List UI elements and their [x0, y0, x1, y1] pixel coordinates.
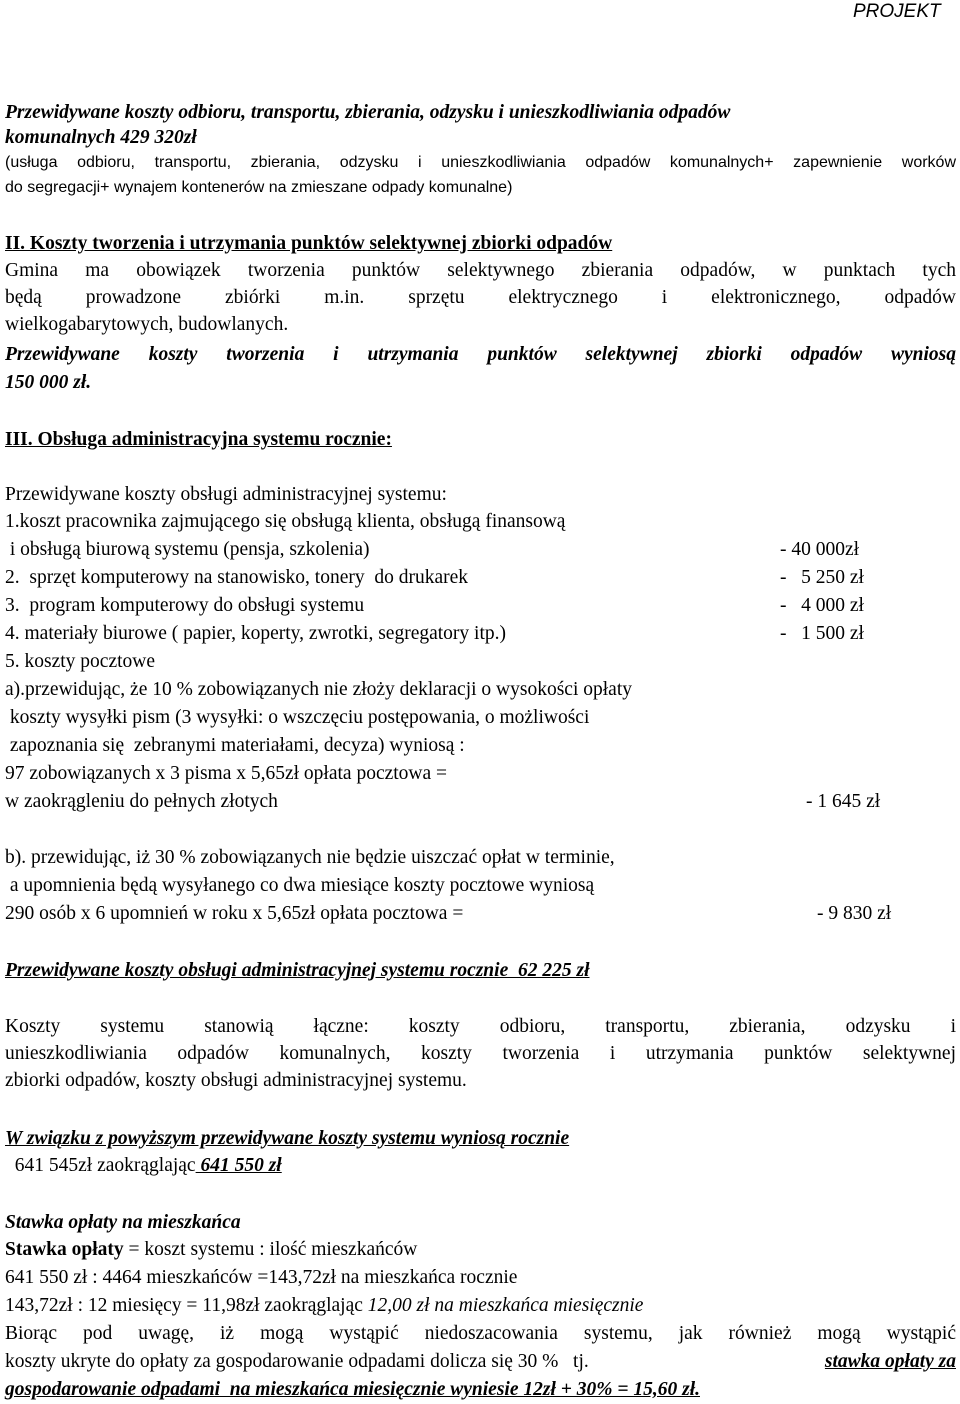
section2-body-line2: będą prowadzone zbiórki m.in. sprzętu elektrycznego i elektronicznego, odpadów — [5, 287, 956, 308]
rate-calc2-plain: 143,72zł : 12 miesięcy = 11,98zł zaokrąglając — [5, 1295, 368, 1316]
rate-para-line2 — [5, 1350, 956, 1374]
item3-amount: - 4 000 zł — [780, 595, 864, 616]
item1-amount: - 40 000zł — [780, 539, 860, 560]
section3-intro: Przewidywane koszty obsługi administracyjnej systemu: — [5, 484, 447, 505]
rate-calc2 — [5, 1294, 643, 1318]
total-para-line3: zbiorki odpadów, koszty obsługi administracyjnej systemu. — [5, 1070, 467, 1091]
item2: 2. sprzęt komputerowy na stanowisko, tonery do drukarek — [5, 567, 469, 588]
section2-heading: II. Koszty tworzenia i utrzymania punktów selektywnej zbiorki odpadów — [5, 233, 613, 254]
rate-final-line: gospodarowanie odpadami na mieszkańca miesięcznie wyniesie 12zł + 30% = 15,60 zł. — [5, 1379, 700, 1400]
total-value-rounded: 641 550 zł — [195, 1155, 282, 1176]
item5: 5. koszty pocztowe — [5, 651, 156, 672]
item5b-line2: a upomnienia będą wysyłanego co dwa miesiące koszty pocztowe wyniosą — [5, 875, 595, 896]
section2-body-line3: wielkogabarytowych, budowlanych. — [5, 314, 289, 335]
item3: 3. program komputerowy do obsługi systemu — [5, 595, 365, 616]
section1-title-line1: Przewidywane koszty odbioru, transportu, zbierania, odzysku i unieszkodliwiania odpadów — [5, 102, 731, 123]
total-value-plain: 641 545zł zaokrąglając — [5, 1155, 196, 1176]
rate-calc2-italic: 12,00 zł na mieszkańca miesięcznie — [367, 1295, 644, 1316]
section3-heading: III. Obsługa administracyjna systemu rocznie: — [5, 429, 392, 450]
rate-formula-rest: = koszt systemu : ilość mieszkańców — [123, 1239, 418, 1260]
section2-summary-line1: Przewidywane koszty tworzenia i utrzymania punktów selektywnej zbiorki odpadów wyniosą — [5, 344, 956, 365]
item5a-line4: 97 zobowiązanych x 3 pisma x 5,65zł opłata pocztowa = — [5, 763, 448, 784]
item2-amount: - 5 250 zł — [780, 567, 864, 588]
item1-line1: 1.koszt pracownika zajmującego się obsługą klienta, obsługą finansową — [5, 511, 566, 532]
total-para-line2: unieszkodliwiania odpadów komunalnych, koszty tworzenia i utrzymania punktów selektywnej — [5, 1043, 956, 1064]
rate-calc1: 641 550 zł : 4464 mieszkańców =143,72zł na mieszkańca rocznie — [5, 1267, 518, 1288]
item5a-amount: - 1 645 zł — [806, 791, 881, 812]
section1-note-line2: do segregacji+ wynajem kontenerów na zmieszane odpady komunalne) — [5, 179, 513, 196]
item5a-line1: a).przewidując, że 10 % zobowiązanych nie złoży deklaracji o wysokości opłaty — [5, 679, 632, 700]
rate-para-line2-plain: koszty ukryte do opłaty za gospodarowanie odpadami dolicza się 30 % tj. — [5, 1351, 594, 1372]
item5a-line3: zapoznania się zebranymi materiałami, decyza) wyniosą : — [5, 735, 465, 756]
rate-heading: Stawka opłaty na mieszkańca — [5, 1212, 241, 1233]
total-para-line1: Koszty systemu stanowią łączne: koszty odbioru, transportu, zbierania, odzysku i — [5, 1016, 956, 1037]
total-heading: W związku z powyższym przewidywane koszty systemu wyniosą rocznie — [5, 1128, 570, 1149]
section1-title-line2: komunalnych 429 320zł — [5, 127, 197, 148]
rate-formula-label: Stawka opłaty — [5, 1239, 124, 1260]
section1-note-line1: (usługa odbioru, transportu, zbierania, odzysku i unieszkodliwiania odpadów komunalnych+ zapewnienie worków — [5, 154, 956, 171]
item5a-line2: koszty wysyłki pism (3 wysyłki: o wszczęciu postępowania, o możliwości — [5, 707, 590, 728]
total-value-line — [5, 1154, 282, 1178]
rate-para-line1: Biorąc pod uwagę, iż mogą wystąpić niedoszacowania systemu, jak również mogą wystąpić — [5, 1323, 956, 1344]
item5b-line1: b). przewidując, iż 30 % zobowiązanych nie będzie uiszczać opłat w terminie, — [5, 847, 615, 868]
item1-line2: i obsługą biurową systemu (pensja, szkolenia) — [5, 539, 370, 560]
rate-formula — [5, 1238, 417, 1262]
item5b-line3: 290 osób x 6 upomnień w roku x 5,65zł opłata pocztowa = — [5, 903, 464, 924]
section2-body-line1: Gmina ma obowiązek tworzenia punktów selektywnego zbierania odpadów, w punktach tych — [5, 260, 956, 281]
projekt-label: PROJEKT — [853, 1, 941, 22]
item5b-amount: - 9 830 zł — [817, 903, 892, 924]
section3-summary: Przewidywane koszty obsługi administracyjnej systemu rocznie 62 225 zł — [5, 960, 590, 981]
item5a-line5: w zaokrągleniu do pełnych złotych — [5, 791, 278, 812]
rate-para-line2-bold: stawka opłaty za — [824, 1351, 956, 1372]
item4-amount: - 1 500 zł — [780, 623, 864, 644]
section2-summary-line2: 150 000 zł. — [5, 372, 92, 393]
item4: 4. materiały biurowe ( papier, koperty, zwrotki, segregatory itp.) — [5, 623, 506, 644]
